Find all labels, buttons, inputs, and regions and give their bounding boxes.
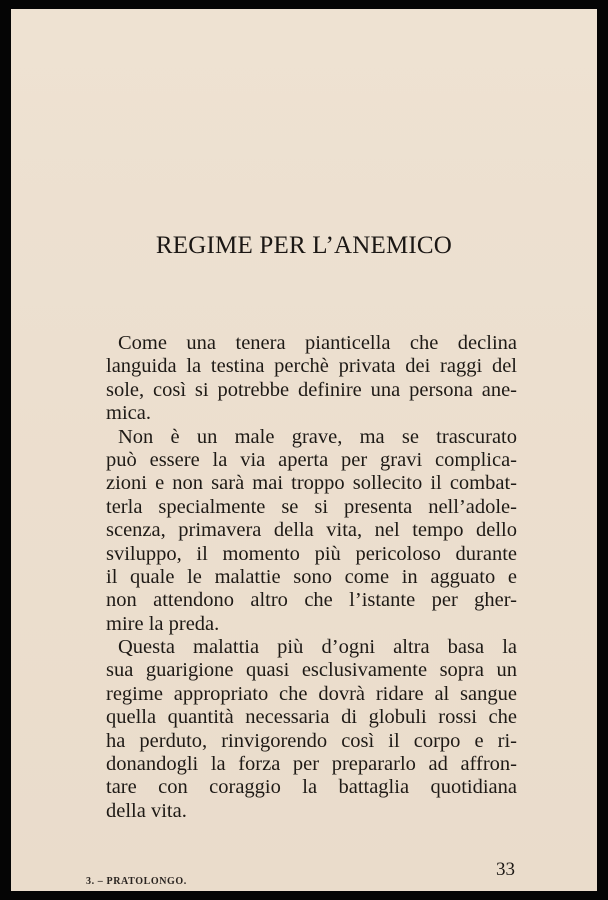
chapter-title: REGIME PER L’ANEMICO [155,232,453,259]
text-line: languida la testina perchè privata dei raggi del [106,355,517,378]
text-line: regime appropriato che dovrà ridare al sangue [106,682,517,705]
text-line: donandogli la forza per prepararlo ad affron- [106,753,517,776]
text-line: il quale le malattie sono come in agguato e [106,565,517,588]
text-line: mire la preda. [106,612,220,635]
text-line: sole, così si potrebbe definire una persona ane- [106,378,517,401]
text-line: Questa malattia più d’ogni altra basa la [118,636,517,659]
text-line: Come una tenera pianticella che declina [118,332,517,354]
text-line: Non è un male grave, ma se trascurato [118,425,517,448]
text-line: non attendono altro che l’istante per gher- [106,589,517,612]
text-line: terla specialmente se si presenta nell’adole- [106,495,517,518]
text-line: può essere la via aperta per gravi complica- [106,448,517,471]
printer-signature: 3. – PRATOLONGO. [86,876,187,887]
text-line: mica. [106,402,151,425]
book-page [11,9,597,891]
text-line: sviluppo, il momento più pericoloso durante [106,542,517,565]
text-line: quella quantità necessaria di globuli rossi che [106,706,517,729]
page-number: 33 [496,859,515,880]
text-line: zioni e non sarà mai troppo sollecito il combat- [106,472,517,495]
body-text [106,332,517,823]
text-line: della vita. [106,799,187,822]
text-line: scenza, primavera della vita, nel tempo dello [106,519,517,542]
text-line: sua guarigione quasi esclusivamente sopra un [106,659,517,682]
text-line: tare con coraggio la battaglia quotidiana [106,776,517,799]
text-line: ha perduto, rinvigorendo così il corpo e ri- [106,729,517,752]
